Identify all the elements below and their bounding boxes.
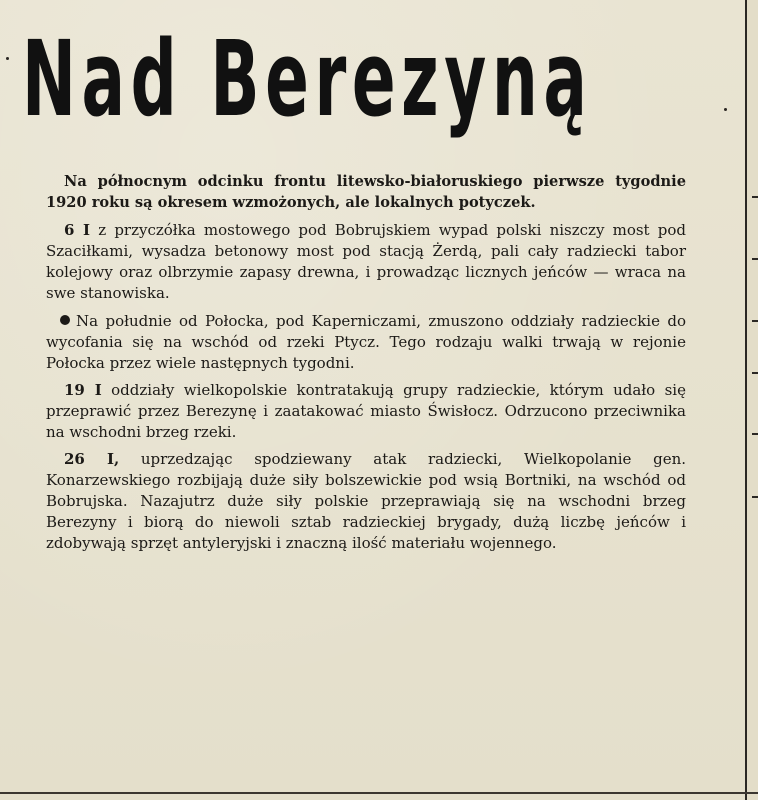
bullet-icon <box>60 315 70 325</box>
right-column-rule <box>745 0 758 800</box>
right-rule-tick <box>752 372 758 374</box>
bottom-edge-rule <box>0 792 758 794</box>
right-rule-tick <box>752 320 758 322</box>
headline: Nad Berezyną <box>22 18 593 140</box>
paragraph-polock <box>46 311 686 374</box>
lead-paragraph: Na północnym odcinku frontu litewsko-białoruskiego pierwsze tygodnie 1920 roku są okresem wzmożonych, ale lokalnych potyczek. <box>46 173 686 211</box>
paragraph-text: z przyczółka mostowego pod Bobrujskiem wypad polski niszczy most pod Szaciłkami, wysadza betonowy most pod stacją Żerdą, pali cały radziecki tabor kolejowy oraz olbrzymie zapasy drewna, i prowadząc licznych jeńców — wraca na swe stanowiska. <box>46 221 686 302</box>
paragraph-text: uprzedzając spodziewany atak radziecki, Wielkopolanie gen. Konarzewskiego rozbijają duże siły bolszewickie pod wsią Bortniki, na wschód od Bobrujska. Nazajutrz duże siły polskie przeprawiają się na wschodni brzeg Berezyny i biorą do niewoli sztab radzieckiej brygady, dużą liczbę jeńców i zdobywają sprzęt antyleryjski i znaczną ilość materiału wojennego. <box>46 450 686 552</box>
paragraph-6-january <box>46 220 686 304</box>
right-rule-tick <box>752 258 758 260</box>
paragraph-26-january <box>46 449 686 554</box>
paragraph-text: oddziały wielkopolskie kontratakują grupy radzieckie, którym udało się przeprawić przez Berezynę i zaatakować miasto Świsłocz. Odrzucono przeciwnika na wschodni brzeg rzeki. <box>46 381 686 441</box>
right-rule-tick <box>752 496 758 498</box>
right-rule-tick <box>752 433 758 435</box>
paper-speck <box>724 108 727 111</box>
paragraph-date: 26 I, <box>64 450 120 468</box>
paper-speck <box>6 57 9 60</box>
paragraph-19-january <box>46 380 686 443</box>
paragraph-date: 6 I <box>64 221 91 239</box>
right-rule-tick <box>752 196 758 198</box>
paragraph-date: 19 I <box>64 381 102 399</box>
paragraph-text: Na południe od Połocka, pod Kaperniczami, zmuszono oddziały radzieckie do wycofania się na wschód od rzeki Ptycz. Tego rodzaju walki trwają w rejonie Połocka przez wiele następnych tygodni. <box>46 312 686 372</box>
bullet-lead-in <box>46 312 76 330</box>
